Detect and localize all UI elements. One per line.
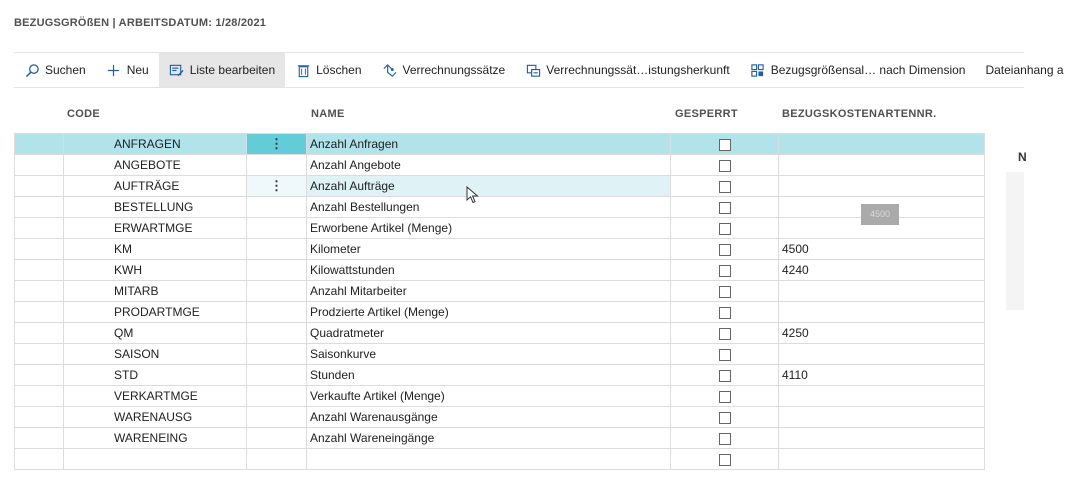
row-select-cell[interactable] bbox=[15, 176, 64, 197]
row-select-cell[interactable] bbox=[15, 134, 64, 155]
name-cell[interactable]: Anzahl Angebote bbox=[307, 155, 671, 176]
code-cell[interactable]: KWH bbox=[64, 260, 247, 281]
table-row[interactable] bbox=[15, 407, 985, 428]
data-table bbox=[14, 133, 985, 470]
row-select-cell[interactable] bbox=[15, 197, 64, 218]
code-cell[interactable]: SAISON bbox=[64, 344, 247, 365]
gesperrt-cell[interactable] bbox=[671, 449, 779, 470]
search-button[interactable] bbox=[14, 53, 96, 87]
row-menu-cell[interactable] bbox=[247, 155, 307, 176]
cost-type-no-cell[interactable]: 4500 bbox=[779, 239, 985, 260]
table-row[interactable] bbox=[15, 134, 985, 155]
cost-type-no-cell[interactable] bbox=[779, 302, 985, 323]
gesperrt-cell[interactable] bbox=[671, 281, 779, 302]
row-menu-cell[interactable] bbox=[247, 281, 307, 302]
row-select-cell[interactable] bbox=[15, 407, 64, 428]
rates-source-button-label: Verrechnungssät…istungsherkunft bbox=[546, 63, 730, 77]
table-row[interactable] bbox=[15, 428, 985, 449]
row-menu-cell[interactable] bbox=[247, 302, 307, 323]
table-row[interactable] bbox=[15, 281, 985, 302]
edit-list-button-label: Liste bearbeiten bbox=[189, 63, 276, 77]
name-cell[interactable]: Kilowattstunden bbox=[307, 260, 671, 281]
gesperrt-checkbox[interactable] bbox=[719, 244, 731, 256]
row-select-cell[interactable] bbox=[15, 386, 64, 407]
code-cell[interactable]: ANGEBOTE bbox=[64, 155, 247, 176]
column-header-code[interactable]: CODE bbox=[67, 108, 100, 120]
table-body bbox=[15, 134, 985, 470]
edit-list-button[interactable] bbox=[159, 53, 285, 87]
table-row[interactable] bbox=[15, 344, 985, 365]
gesperrt-checkbox[interactable] bbox=[719, 265, 731, 277]
attachment-button[interactable] bbox=[975, 53, 1073, 87]
gesperrt-checkbox[interactable] bbox=[719, 286, 731, 298]
row-actions-icon[interactable]: ⋮ bbox=[270, 178, 283, 193]
name-cell[interactable]: Anzahl Wareneingänge bbox=[307, 428, 671, 449]
code-cell[interactable]: STD bbox=[64, 365, 247, 386]
gesperrt-cell[interactable] bbox=[671, 365, 779, 386]
gesperrt-cell[interactable] bbox=[671, 344, 779, 365]
code-cell[interactable]: ANFRAGEN bbox=[64, 134, 247, 155]
name-cell[interactable]: Erworbene Artikel (Menge) bbox=[307, 218, 671, 239]
gesperrt-checkbox[interactable] bbox=[719, 202, 731, 214]
row-select-cell[interactable] bbox=[15, 428, 64, 449]
table-row[interactable] bbox=[15, 155, 985, 176]
cost-type-no-cell[interactable] bbox=[779, 134, 985, 155]
code-cell[interactable]: MITARB bbox=[64, 281, 247, 302]
row-menu-cell[interactable] bbox=[247, 344, 307, 365]
mouse-cursor-icon bbox=[466, 186, 479, 204]
gesperrt-cell[interactable] bbox=[671, 302, 779, 323]
gesperrt-cell[interactable] bbox=[671, 155, 779, 176]
cost-type-no-cell[interactable] bbox=[779, 155, 985, 176]
side-panel bbox=[1006, 172, 1024, 310]
table-row[interactable] bbox=[15, 449, 985, 470]
new-button[interactable] bbox=[96, 53, 159, 87]
row-select-cell[interactable] bbox=[15, 155, 64, 176]
code-cell[interactable]: AUFTRÄGE bbox=[64, 176, 247, 197]
name-cell[interactable]: Prodzierte Artikel (Menge) bbox=[307, 302, 671, 323]
new-button-label: Neu bbox=[126, 63, 149, 77]
name-cell[interactable]: Quadratmeter bbox=[307, 323, 671, 344]
row-menu-cell[interactable] bbox=[247, 176, 307, 197]
table-row[interactable] bbox=[15, 218, 985, 239]
row-select-cell[interactable] bbox=[15, 302, 64, 323]
search-icon bbox=[24, 62, 40, 78]
name-cell[interactable] bbox=[307, 449, 671, 470]
code-cell[interactable]: BESTELLUNG bbox=[64, 197, 247, 218]
name-cell[interactable]: Anzahl Bestellungen bbox=[307, 197, 671, 218]
gesperrt-checkbox[interactable] bbox=[719, 307, 731, 319]
table-row[interactable] bbox=[15, 239, 985, 260]
rates-button[interactable] bbox=[372, 53, 516, 87]
name-cell[interactable]: Kilometer bbox=[307, 239, 671, 260]
row-menu-cell[interactable] bbox=[247, 239, 307, 260]
dimension-icon bbox=[750, 62, 766, 78]
row-menu-cell[interactable] bbox=[247, 428, 307, 449]
gesperrt-checkbox[interactable] bbox=[719, 391, 731, 403]
table-row[interactable] bbox=[15, 302, 985, 323]
row-select-cell[interactable] bbox=[15, 344, 64, 365]
cost-type-no-cell[interactable] bbox=[779, 281, 985, 302]
cost-type-no-cell[interactable] bbox=[779, 428, 985, 449]
code-cell[interactable]: VERKARTMGE bbox=[64, 386, 247, 407]
gesperrt-cell[interactable] bbox=[671, 197, 779, 218]
row-actions-icon[interactable]: ⋮ bbox=[270, 136, 283, 151]
name-cell[interactable]: Anzahl Aufträge bbox=[307, 176, 671, 197]
row-menu-cell[interactable] bbox=[247, 365, 307, 386]
table-row[interactable] bbox=[15, 260, 985, 281]
action-toolbar bbox=[14, 52, 1064, 88]
gesperrt-checkbox[interactable] bbox=[719, 139, 731, 151]
delete-button-label: Löschen bbox=[316, 63, 362, 77]
delete-button[interactable] bbox=[285, 53, 371, 87]
gesperrt-cell[interactable] bbox=[671, 176, 779, 197]
value-tooltip: 4500 bbox=[861, 204, 899, 225]
row-select-cell[interactable] bbox=[15, 239, 64, 260]
rates-icon bbox=[382, 62, 398, 78]
code-cell[interactable]: PRODARTMGE bbox=[64, 302, 247, 323]
search-button-label: Suchen bbox=[45, 63, 86, 77]
column-header-cost-type-no[interactable]: BEZUGSKOSTENARTENNR. bbox=[782, 108, 937, 120]
row-menu-cell[interactable] bbox=[247, 407, 307, 428]
trash-icon bbox=[295, 62, 311, 78]
gesperrt-checkbox[interactable] bbox=[719, 223, 731, 235]
gesperrt-cell[interactable] bbox=[671, 218, 779, 239]
name-cell[interactable]: Anzahl Warenausgänge bbox=[307, 407, 671, 428]
gesperrt-checkbox[interactable] bbox=[719, 370, 731, 382]
rates-button-label: Verrechnungssätze bbox=[402, 63, 506, 77]
row-select-cell[interactable] bbox=[15, 365, 64, 386]
gesperrt-cell[interactable] bbox=[671, 428, 779, 449]
cost-type-no-cell[interactable]: 4250 bbox=[779, 323, 985, 344]
page-title: BEZUGSGRÖßEN | ARBEITSDATUM: 1/28/2021 bbox=[14, 17, 267, 29]
table-row[interactable] bbox=[15, 386, 985, 407]
column-header-gesperrt[interactable]: GESPERRT bbox=[675, 108, 738, 120]
cost-type-no-cell[interactable] bbox=[779, 344, 985, 365]
gesperrt-checkbox[interactable] bbox=[719, 181, 731, 193]
gesperrt-cell[interactable] bbox=[671, 260, 779, 281]
edit-list-icon bbox=[169, 62, 185, 78]
column-header-name[interactable]: NAME bbox=[311, 108, 345, 120]
row-menu-cell[interactable] bbox=[247, 386, 307, 407]
cost-type-no-cell[interactable] bbox=[779, 449, 985, 470]
row-menu-cell[interactable] bbox=[247, 197, 307, 218]
table-row[interactable] bbox=[15, 176, 985, 197]
name-cell[interactable]: Saisonkurve bbox=[307, 344, 671, 365]
table-row[interactable] bbox=[15, 365, 985, 386]
code-cell[interactable]: WARENAUSG bbox=[64, 407, 247, 428]
gesperrt-checkbox[interactable] bbox=[719, 412, 731, 424]
code-cell[interactable]: KM bbox=[64, 239, 247, 260]
cost-type-no-cell[interactable] bbox=[779, 176, 985, 197]
row-select-cell[interactable] bbox=[15, 323, 64, 344]
gesperrt-cell[interactable] bbox=[671, 239, 779, 260]
row-menu-cell[interactable] bbox=[247, 323, 307, 344]
gesperrt-checkbox[interactable] bbox=[719, 349, 731, 361]
code-cell[interactable]: ERWARTMGE bbox=[64, 218, 247, 239]
gesperrt-checkbox[interactable] bbox=[719, 454, 731, 466]
rates-source-icon bbox=[525, 62, 541, 78]
side-panel-heading: N bbox=[1018, 150, 1027, 164]
code-cell[interactable]: QM bbox=[64, 323, 247, 344]
row-select-cell[interactable] bbox=[15, 449, 64, 470]
plus-icon bbox=[106, 62, 122, 78]
cost-type-no-cell[interactable] bbox=[779, 386, 985, 407]
attachment-button-label: Dateianhang a bbox=[985, 63, 1064, 77]
dimension-button[interactable] bbox=[740, 53, 976, 87]
code-cell[interactable]: WARENEING bbox=[64, 428, 247, 449]
name-cell[interactable]: Stunden bbox=[307, 365, 671, 386]
row-menu-cell[interactable] bbox=[247, 218, 307, 239]
cost-type-no-cell[interactable]: 4240 bbox=[779, 260, 985, 281]
row-select-cell[interactable] bbox=[15, 281, 64, 302]
name-cell[interactable]: Verkaufte Artikel (Menge) bbox=[307, 386, 671, 407]
row-select-cell[interactable] bbox=[15, 218, 64, 239]
gesperrt-cell[interactable] bbox=[671, 407, 779, 428]
row-select-cell[interactable] bbox=[15, 260, 64, 281]
name-cell[interactable]: Anzahl Mitarbeiter bbox=[307, 281, 671, 302]
gesperrt-checkbox[interactable] bbox=[719, 160, 731, 172]
rates-source-button[interactable] bbox=[515, 53, 739, 87]
code-cell[interactable] bbox=[64, 449, 247, 470]
gesperrt-checkbox[interactable] bbox=[719, 433, 731, 445]
name-cell[interactable]: Anzahl Anfragen bbox=[307, 134, 671, 155]
row-menu-cell[interactable] bbox=[247, 134, 307, 155]
cost-type-no-cell[interactable]: 4110 bbox=[779, 365, 985, 386]
gesperrt-cell[interactable] bbox=[671, 134, 779, 155]
gesperrt-cell[interactable] bbox=[671, 323, 779, 344]
gesperrt-cell[interactable] bbox=[671, 386, 779, 407]
gesperrt-checkbox[interactable] bbox=[719, 328, 731, 340]
cost-type-no-cell[interactable] bbox=[779, 407, 985, 428]
dimension-button-label: Bezugsgrößensal… nach Dimension bbox=[770, 63, 966, 77]
table-row[interactable] bbox=[15, 323, 985, 344]
row-menu-cell[interactable] bbox=[247, 260, 307, 281]
row-menu-cell[interactable] bbox=[247, 449, 307, 470]
table-row[interactable] bbox=[15, 197, 985, 218]
